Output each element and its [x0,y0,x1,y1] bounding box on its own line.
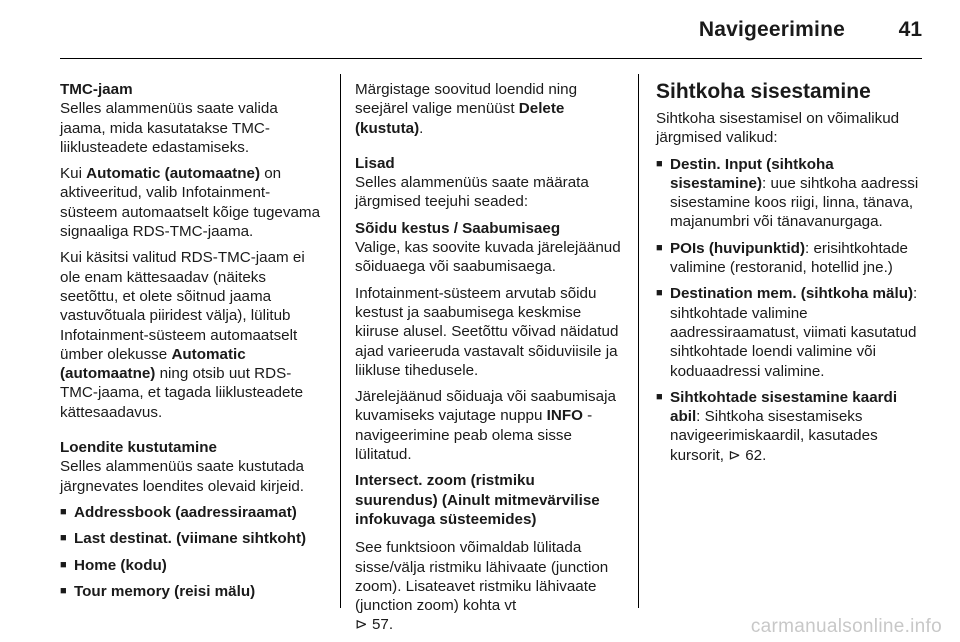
menu-term: Delete (kustuta) [355,100,565,137]
list-item: ■ Sihtkohtade sisestamine kaardi abil: Sihtkoha sisestamiseks navigeerimiskaardil, kasutades kursorit, ⊳ 62. [656,388,898,464]
list-item: ■ Destination mem. (sihtkoha mälu): sihtkohtade valimine aadressiraamatust, viimati kasutatud sihtkohtade loendi valimine või koduaadressi valimine. [656,285,918,380]
column-2 [355,80,621,642]
page-reference: 62. [745,446,767,464]
paragraph: Kui Automatic (automaatne) on aktiveeritud, valib Infotainment-süsteem automaatselt kõige tugevama signaaliga RDS-TMC-jaama. [60,165,321,241]
paragraph: Kui käsitsi valitud RDS-TMC-jaam ei ole enam kättesaadav (näiteks seetõttu, et olete sõitnud jaama vastuvõtuala piiridest välja), lülitub Infotainment-süsteem automaatselt ümber olekusse Automatic (automaatne) ning otsib uut RDS-TMC-jaama, et tagada liiklusteadete kättesaadavus. [60,249,305,421]
list-item: ■ Addressbook (aadressiraamat) [60,503,297,521]
list-item: ■ POIs (huvipunktid): erisihtkohtade valimine (restoranid, hotellid jne.) [656,239,908,277]
column-3 [656,80,926,472]
button-term: INFO [546,407,583,425]
bullet-square-icon: ■ [60,558,67,571]
header-rule [60,58,922,59]
list-item: ■ Home (kodu) [60,556,167,574]
menu-term: Automatic (automaatne) [60,345,246,383]
list-item: ■ Tour memory (reisi mälu) [60,582,256,600]
menu-term: Automatic (automaatne) [86,165,260,183]
heading-intersect-zoom: Intersect. zoom (ristmiku suurendus) (Ainult mitmevärvilise infokuvaga süsteemides) [355,472,600,528]
page-number: 41 [898,18,922,41]
paragraph: Valige, kas soovite kuvada järelejäänud sõiduaega või saabumisaega. [355,239,621,276]
heading-extras: Lisad [355,154,395,172]
bullet-square-icon: ■ [60,505,67,518]
paragraph: Selles alammenüüs saate määrata järgmised teejuhi seaded: [355,174,589,211]
bullet-square-icon: ■ [656,157,663,170]
watermark: carmanualsonline.info [750,616,942,637]
bullet-square-icon: ■ [60,532,67,545]
paragraph: Järelejäänud sõiduaja või saabumisaja kuvamiseks vajutage nuppu INFO - navigeerimine peab olema sisse lülitatud. [355,388,616,464]
paragraph: Sihtkoha sisestamisel on võimalikud järgmised valikud: [656,110,900,147]
column-1 [60,80,325,608]
paragraph: Märgistage soovitud loendid ning seejärel valige menüüst Delete (kustuta). [355,81,578,137]
list-item: ■ Last destinat. (viimane sihtkoht) [60,530,307,548]
column-divider-1 [340,74,341,608]
paragraph: Selles alammenüüs saate valida jaama, mida kasutatakse TMC-liiklusteadete edastamiseks. [60,100,278,156]
page-header-title: Navigeerimine [698,18,845,41]
paragraph: Infotainment-süsteem arvutab sõidu kestust ja saabumisega keskmise kiiruse alusel. Seetõttu võivad näidatud ajad varieeruda vastavalt sõiduviisile ja liikluse tihedusele. [355,284,619,379]
column-divider-2 [638,74,639,608]
heading-tmc-station: TMC-jaam [60,81,133,98]
bullet-square-icon: ■ [656,390,663,403]
paragraph: Selles alammenüüs saate kustutada järgnevates loendites olevaid kirjeid. [60,458,304,495]
bullet-square-icon: ■ [60,584,67,597]
bullet-square-icon: ■ [656,287,663,300]
section-title: Sihtkoha sisestamine [656,80,871,103]
heading-delete-lists: Loendite kustutamine [60,439,217,457]
page-reference: 57. [371,616,394,634]
heading-trip-duration: Sõidu kestus / Saabumisaeg [355,219,561,237]
page-ref-arrow-icon: ⊳ [355,616,368,634]
list-item: ■ Destin. Input (sihtkoha sisestamine): uue sihtkoha aadressi sisestamine koos riigi, linna, tänava, majanumbri või tänavanurgaga. [656,155,919,231]
paragraph: See funktsioon võimaldab lülitada sisse/välja ristmiku lähivaate (junction zoom). Lisateavet ristmiku lähivaate (junction zoom) kohta vt ⊳ 57. [355,539,609,634]
page-ref-arrow-icon: ⊳ [728,446,741,464]
bullet-square-icon: ■ [656,241,663,254]
